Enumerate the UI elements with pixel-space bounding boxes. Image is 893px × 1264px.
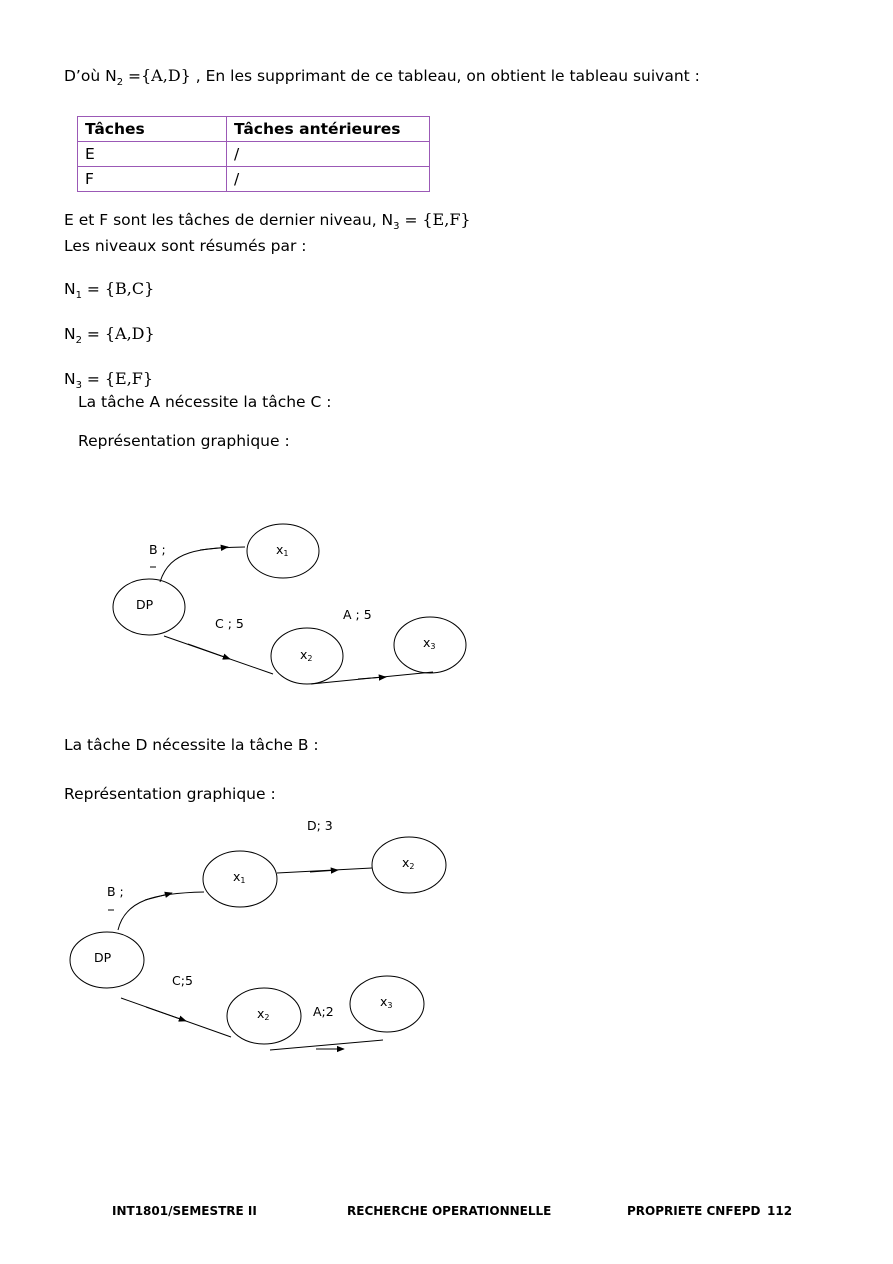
precedence-table [77, 116, 430, 192]
footer-owner: PROPRIETE CNFEPD [627, 1204, 761, 1218]
level-n1 [64, 279, 154, 301]
intro-sub: 2 [116, 77, 124, 89]
level-set: {E,F} [104, 369, 154, 388]
footer-page-number: 112 [767, 1204, 793, 1218]
table-row [78, 142, 430, 167]
level-n3 [64, 369, 153, 391]
section2-graph-title: Représentation graphique : [64, 785, 276, 803]
table-cell: / [227, 142, 430, 167]
node-label-dp: DP [136, 597, 154, 612]
section2-statement: La tâche D nécessite la tâche B : [64, 736, 319, 754]
level-sub: 3 [75, 380, 82, 392]
level-set: {A,D} [104, 324, 155, 343]
level-sub: 2 [75, 335, 82, 347]
last-level-set: {E,F} [422, 210, 471, 229]
last-level-line [64, 210, 471, 232]
intro-rest: , En les supprimant de ce tableau, on obtient le tableau suivant : [190, 67, 700, 85]
table-cell: / [227, 167, 430, 192]
node-label-x1: x1 [276, 542, 289, 558]
footer-course: INT1801/SEMESTRE II [112, 1204, 257, 1218]
level-set: {B,C} [104, 279, 155, 298]
node-label-dp: DP [94, 950, 112, 965]
graph-1 [0, 500, 893, 700]
table-header: Tâches [78, 117, 227, 142]
node-label-x3: x3 [380, 994, 393, 1010]
level-name: N [64, 325, 76, 343]
section1-statement: La tâche A nécessite la tâche C : [78, 393, 332, 411]
level-name: N [64, 280, 76, 298]
edge-b [160, 547, 245, 582]
edge-c-arrow [188, 644, 230, 659]
table-header-row [78, 117, 430, 142]
edge-label-b: B ; [107, 884, 124, 899]
edge-label-b: B ; [149, 542, 166, 557]
level-sub: 1 [75, 290, 82, 302]
last-level-text: E et F sont les tâches de dernier niveau, N [64, 211, 394, 229]
edge-b-arrow [200, 547, 228, 550]
intro-set: {A,D} [141, 66, 191, 85]
node-label-x1: x1 [233, 869, 246, 885]
table-row [78, 167, 430, 192]
intro-prefix: D’où N [64, 67, 117, 85]
edge-label-c: C;5 [172, 973, 193, 988]
node-label-x2: x2 [300, 647, 313, 663]
level-eq: = [81, 370, 105, 388]
node-label-x2-bottom: x2 [257, 1006, 270, 1022]
graph-2 [0, 810, 893, 1090]
intro-eq: = [123, 67, 141, 85]
edge-label-a: A ; 5 [343, 607, 372, 622]
edge-c-arrow [146, 1007, 186, 1021]
last-level-eq: = [399, 211, 423, 229]
footer-subject: RECHERCHE OPERATIONNELLE [347, 1204, 552, 1218]
intro-line [64, 66, 700, 88]
edge-label-d: D; 3 [307, 818, 333, 833]
section1-graph-title: Représentation graphique : [78, 432, 290, 450]
table-header: Tâches antérieures [227, 117, 430, 142]
level-eq: = [81, 325, 105, 343]
edge-b-arrow [145, 893, 172, 900]
level-n2 [64, 324, 155, 346]
node-label-x2-top: x2 [402, 855, 415, 871]
edge-a-arrow [358, 677, 386, 679]
edge-b [118, 892, 204, 930]
table-cell: E [78, 142, 227, 167]
level-name: N [64, 370, 76, 388]
summary-intro: Les niveaux sont résumés par : [64, 237, 307, 255]
edge-label-c: C ; 5 [215, 616, 244, 631]
table-cell: F [78, 167, 227, 192]
last-level-sub: 3 [393, 221, 400, 233]
edge-label-a: A;2 [313, 1004, 334, 1019]
level-eq: = [81, 280, 105, 298]
node-label-x3: x3 [423, 635, 436, 651]
